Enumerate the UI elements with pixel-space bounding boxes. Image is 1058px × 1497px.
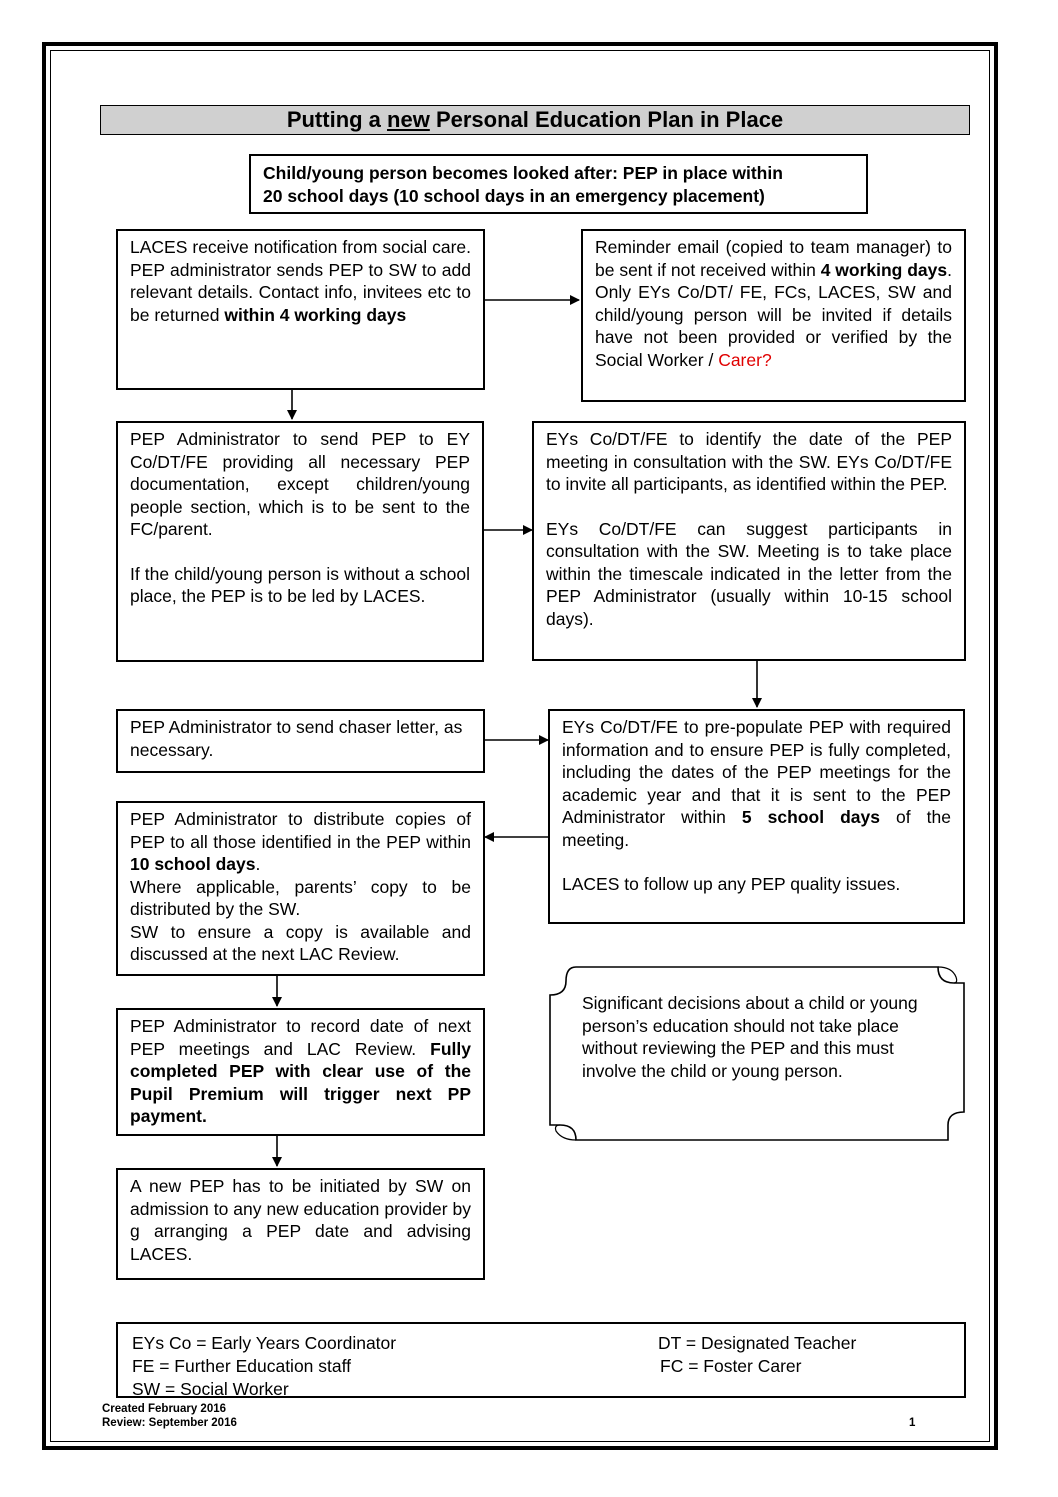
box-eys-identify-date: EYs Co/DT/FE to identify the date of the PEP meeting in consultation with the SW. EYs Co/DT/FE to invite all participants, as identified within the PEP. EYs Co/DT/FE can suggest participants in consultation with the SW. Meeting is to take place within the timescale indicated in the letter from the PEP Administrator (usually within 10-15 school days). xyxy=(532,421,966,661)
glossary-box xyxy=(116,1322,966,1398)
box-new-pep: A new PEP has to be initiated by SW on admission to any new education provider by g arranging a PEP date and advising LACES. xyxy=(116,1168,485,1280)
header-line-2: 20 school days (10 school days in an emergency placement) xyxy=(263,185,765,206)
title-underlined-word: new xyxy=(387,107,430,132)
box-distribute-copies: PEP Administrator to distribute copies of PEP to all those identified in the PEP within 10 school days. Where applicable, parents’ copy to be distributed by the SW. SW to ensure a copy is available and discussed at the next LAC Review. xyxy=(116,801,485,976)
header-line-1: Child/young person becomes looked after: PEP in place within xyxy=(263,163,783,183)
box-admin-send-pep: PEP Administrator to send PEP to EY Co/DT/FE providing all necessary PEP documentation, except children/young people section, which is to be sent to the FC/parent. If the child/young person is without a school place, the PEP is to be led by LACES. xyxy=(116,421,484,662)
footer-review: Review: September 2016 xyxy=(102,1417,237,1429)
glossary-sw: SW = Social Worker xyxy=(132,1379,289,1398)
carer-query-text: Carer? xyxy=(718,349,772,370)
glossary-fe: FE = Further Education staff xyxy=(132,1356,352,1376)
page-number: 1 xyxy=(909,1417,916,1429)
header-box xyxy=(249,154,868,214)
page-title: Putting a new Personal Education Plan in Place xyxy=(100,105,970,135)
box-laces-notification: LACES receive notification from social care. PEP administrator sends PEP to SW to add relevant details. Contact info, invitees etc to be returned within 4 working days xyxy=(116,229,485,390)
glossary-dt: DT = Designated Teacher xyxy=(658,1333,857,1353)
scroll-note-text: Significant decisions about a child or young person’s education should not take place without reviewing the PEP and this must involve the child or young person. xyxy=(582,993,918,1081)
box-chaser-letter: PEP Administrator to send chaser letter, as necessary. xyxy=(116,709,485,773)
glossary-eys: EYs Co = Early Years Coordinator xyxy=(132,1333,397,1353)
box-reminder-email: Reminder email (copied to team manager) to be sent if not received within 4 working days. Only EYs Co/DT/ FE, FCs, LACES, SW and child/young person will be invited if details have not been provided or verified by the Social Worker / Carer? xyxy=(581,229,966,402)
box-record-dates: PEP Administrator to record date of next PEP meetings and LAC Review. Fully completed PEP with clear use of the Pupil Premium will trigger next PP payment. xyxy=(116,1008,485,1136)
footer-created: Created February 2016 xyxy=(102,1403,227,1415)
glossary-fc: FC = Foster Carer xyxy=(660,1356,802,1376)
box-pre-populate: EYs Co/DT/FE to pre-populate PEP with required information and to ensure PEP is fully completed, including the dates of the PEP meetings for the academic year and that it is sent to the PEP Administrator within 5 school days of the meeting. LACES to follow up any PEP quality issues. xyxy=(548,709,965,924)
